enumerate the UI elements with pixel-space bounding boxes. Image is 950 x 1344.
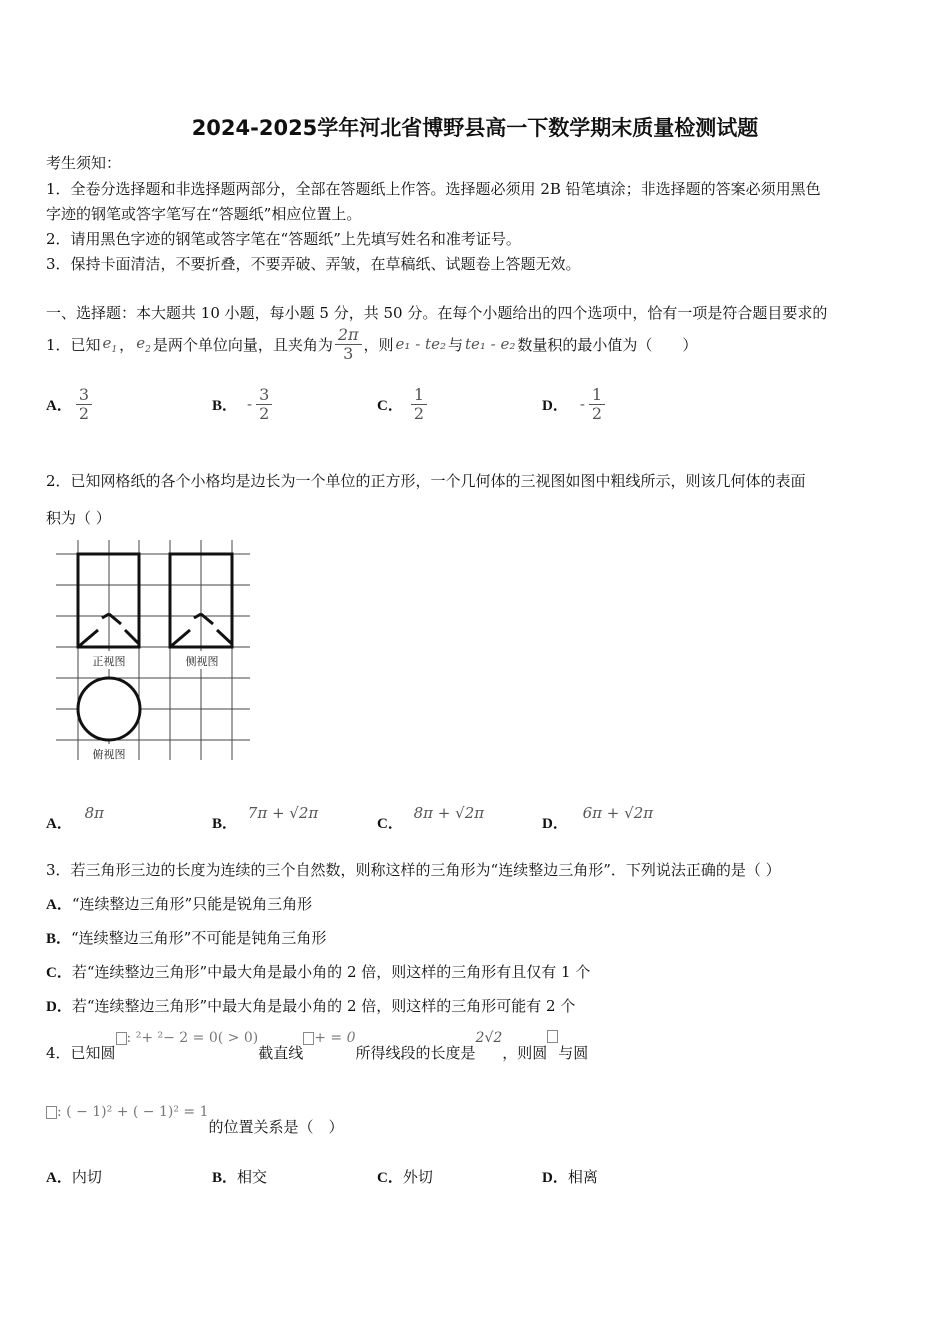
q1-text-3: 与	[447, 335, 463, 354]
q2-option-b: B． 7π + √2π	[212, 804, 319, 832]
q2-option-d: D． 6π + √2π	[542, 804, 654, 832]
q1-num: 1．已知	[46, 335, 101, 354]
q1-option-d: D． - $\frac{1}{2}$	[542, 386, 605, 422]
page-title: 2024-2025学年河北省博野县高一下数学期末质量检测试题	[191, 116, 759, 140]
notice-heading: 考生须知：	[46, 154, 122, 172]
notice-line-1b: 字迹的钢笔或答字笔写在“答题纸”相应位置上。	[46, 205, 362, 223]
q1-option-c: C． $\frac{1}{2}$	[377, 386, 427, 422]
q4-option-a: A．内切	[46, 1168, 102, 1186]
question-2-line-1: 2．已知网格纸的各个小格均是边长为一个单位的正方形，一个几何体的三视图如图中粗线所示，则该几何体的表面	[46, 472, 806, 490]
q2-option-a: A． 8π	[46, 804, 105, 832]
notice-line-3: 3．保持卡面清洁，不要折叠，不要弄破、弄皱，在草稿纸、试题卷上答题无效。	[46, 255, 581, 273]
question-2-line-2: 积为（ ）	[46, 509, 111, 527]
q3-option-c: C．若“连续整边三角形”中最大角是最小角的 2 倍，则这样的三角形有且仅有 1 个	[46, 963, 591, 981]
q4-circle-n: : ( − 1)² + ( − 1)² = 1	[46, 1104, 208, 1120]
q1-text-2: ，则	[363, 335, 394, 354]
q4-option-d: D．相离	[542, 1168, 598, 1186]
q4-option-c: C．外切	[377, 1168, 433, 1186]
top-view-label: 俯视图	[92, 748, 126, 761]
q3-option-b: B．“连续整边三角形”不可能是钝角三角形	[46, 929, 327, 947]
question-1-stem	[46, 326, 697, 362]
q4-circle-m: : ²+ ²− 2 = 0( > 0)	[116, 1030, 259, 1046]
q1-sep: ，	[119, 335, 135, 354]
q1-e1: $e_1$	[102, 333, 118, 355]
q1-text-4: 数量积的最小值为（ ）	[517, 335, 698, 354]
q4-circle-m-symbol	[547, 1030, 558, 1043]
q4-line-eq: + = 0	[303, 1030, 355, 1046]
notice-line-1a: 1．全卷分选择题和非选择题两部分，全部在答题纸上作答。选择题必须用 2B 铅笔填涂；非选择题的答案必须用黑色	[46, 180, 821, 198]
q1-option-a: A． $\frac{3}{2}$	[46, 386, 92, 422]
top-view-circle	[78, 678, 140, 740]
three-view-figure	[50, 538, 260, 768]
section-heading: 一、选择题：本大题共 10 小题，每小题 5 分，共 50 分。在每个小题给出的四个选项中，恰有一项是符合题目要求的	[46, 304, 828, 322]
question-4-stem: 4．已知圆 : ²+ ²− 2 = 0( > 0) 截直线 + = 0 所得线段的长度是 2√2 ，则圆 与圆	[46, 1030, 589, 1062]
q3-option-d: D．若“连续整边三角形”中最大角是最小角的 2 倍，则这样的三角形可能有 2 个	[46, 997, 576, 1015]
q2-option-c: C． 8π + √2π	[377, 804, 485, 832]
q1-expr-2: te₁ - e₂	[464, 335, 516, 354]
notice-line-2: 2．请用黑色字迹的钢笔或答字笔在“答题纸”上先填写姓名和准考证号。	[46, 230, 521, 248]
front-view-label: 正视图	[92, 655, 126, 668]
q1-option-b: B． - $\frac{3}{2}$	[212, 386, 272, 422]
q1-text-1: 是两个单位向量，且夹角为	[152, 335, 333, 354]
q1-angle-fraction: $\frac{2\pi}{3}$	[335, 326, 362, 362]
question-3-stem: 3．若三角形三边的长度为连续的三个自然数，则称这样的三角形为“连续整边三角形”．下列说法正确的是（ ）	[46, 861, 781, 879]
q1-e2: $e_2$	[136, 333, 151, 355]
side-view-label: 侧视图	[185, 655, 219, 668]
q3-option-a: A．“连续整边三角形”只能是锐角三角形	[46, 895, 313, 913]
question-4-stem-2: : ( − 1)² + ( − 1)² = 1 的位置关系是（ ）	[46, 1104, 344, 1137]
q4-length: 2√2	[475, 1030, 503, 1046]
q1-expr-1: e₁ - te₂	[395, 335, 446, 354]
q4-option-b: B．相交	[212, 1168, 268, 1186]
